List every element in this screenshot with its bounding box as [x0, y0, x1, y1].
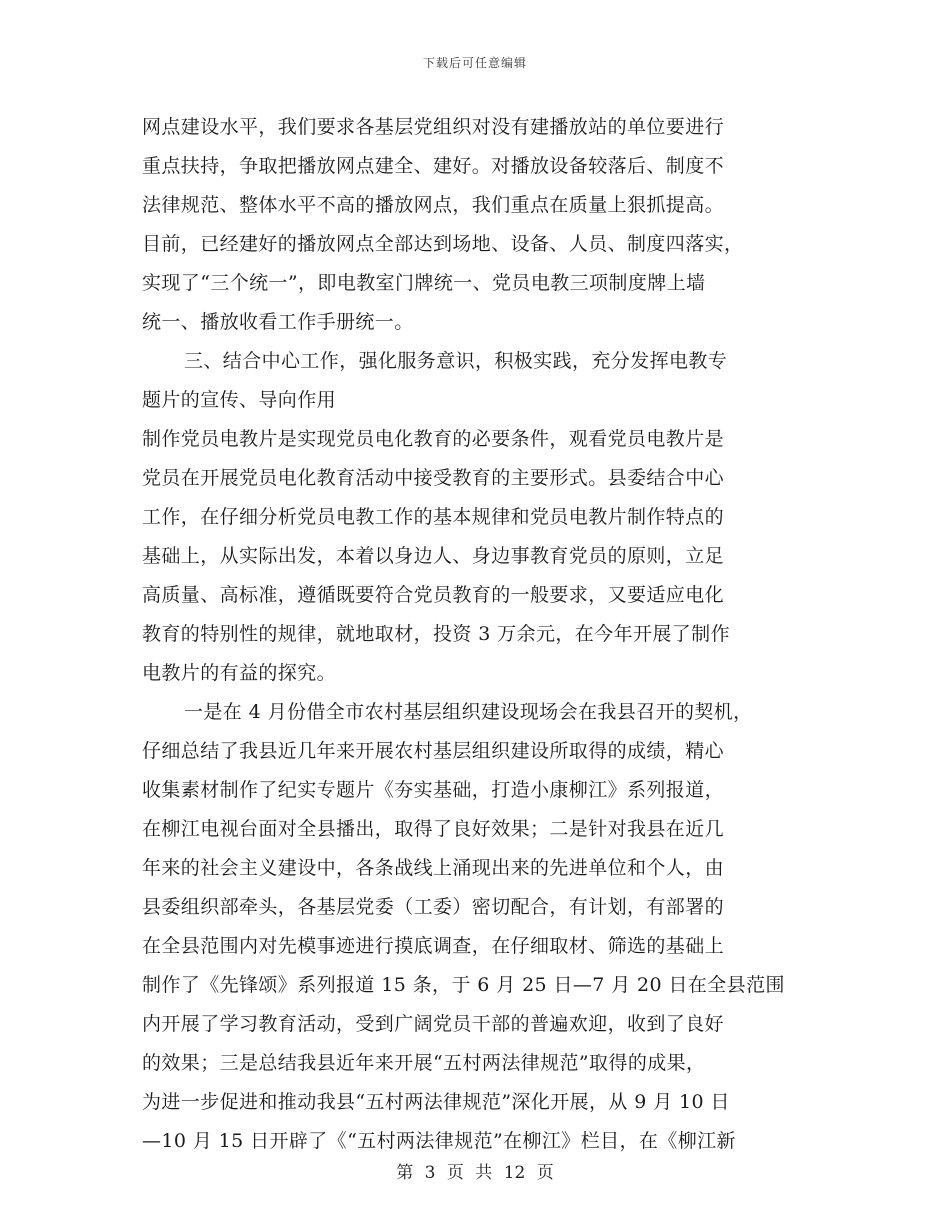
body-line: 党员在开展党员电化教育活动中接受教育的主要形式。县委结合中心 — [142, 467, 725, 489]
body-line: 收集素材制作了纪实专题片《夯实基础，打造小康柳江》系列报道， — [142, 779, 725, 801]
body-line: 基础上，从实际出发，本着以身边人、身边事教育党员的原则，立足 — [142, 545, 725, 567]
body-line: 高质量、高标准，遵循既要符合党员教育的一般要求，又要适应电化 — [142, 584, 725, 606]
body-line: 网点建设水平，我们要求各基层党组织对没有建播放站的单位要进行 — [142, 116, 725, 138]
body-line: 目前，已经建好的播放网点全部达到场地、设备、人员、制度四落实， — [142, 233, 744, 255]
body-line: 的效果；三是总结我县近年来开展“五村两法律规范”取得的成果， — [142, 1052, 706, 1074]
body-line: 在全县范围内对先模事迹进行摸底调查，在仔细取材、筛选的基础上 — [142, 935, 725, 957]
section-heading-line: 题片的宣传、导向作用 — [142, 389, 337, 411]
body-line: 重点扶持，争取把播放网点建全、建好。对播放设备较落后、制度不 — [142, 155, 725, 177]
page-header: 下载后可任意编辑 — [422, 56, 527, 70]
body-line: 统一、播放收看工作手册统一。 — [142, 311, 414, 333]
body-line: 仔细总结了我县近几年来开展农村基层组织建设所取得的成绩，精心 — [142, 740, 725, 762]
page-number-footer: 第 3 页 共 12 页 — [396, 1163, 554, 1183]
body-line: 一是在 4 月份借全市农村基层组织建设现场会在我县召开的契机， — [184, 701, 753, 723]
body-line: 制作党员电教片是实现党员电化教育的必要条件，观看党员电教片是 — [142, 428, 725, 450]
body-line: 县委组织部牵头，各基层党委（工委）密切配合，有计划，有部署的 — [142, 896, 725, 918]
body-line: 电教片的有益的探究。 — [142, 662, 337, 684]
body-line: 内开展了学习教育活动，受到广阔党员干部的普遍欢迎，收到了良好 — [142, 1013, 725, 1035]
body-line: 教育的特别性的规律，就地取材，投资 3 万余元，在今年开展了制作 — [142, 623, 730, 645]
body-line: 法律规范、整体水平不高的播放网点，我们重点在质量上狠抓提高。 — [142, 194, 725, 216]
body-line: 在柳江电视台面对全县播出，取得了良好效果；二是针对我县在近几 — [142, 818, 725, 840]
body-line: 工作，在仔细分析党员电教工作的基本规律和党员电教片制作特点的 — [142, 506, 725, 528]
body-line: 为进一步促进和推动我县“五村两法律规范”深化开展，从 9 月 10 日 — [142, 1091, 730, 1113]
body-line: 年来的社会主义建设中，各条战线上涌现出来的先进单位和个人，由 — [142, 857, 725, 879]
body-line: —10 月 15 日开辟了《“五村两法律规范”在柳江》栏目，在《柳江新 — [142, 1130, 736, 1152]
section-heading-line: 三、结合中心工作，强化服务意识，积极实践，充分发挥电教专 — [184, 350, 728, 372]
body-line: 制作了《先锋颂》系列报道 15 条，于 6 月 25 日—7 月 20 日在全县范围 — [142, 974, 785, 996]
body-line: 实现了“三个统一”，即电教室门牌统一、党员电教三项制度牌上墙 — [142, 272, 706, 294]
document-body — [142, 112, 812, 1165]
